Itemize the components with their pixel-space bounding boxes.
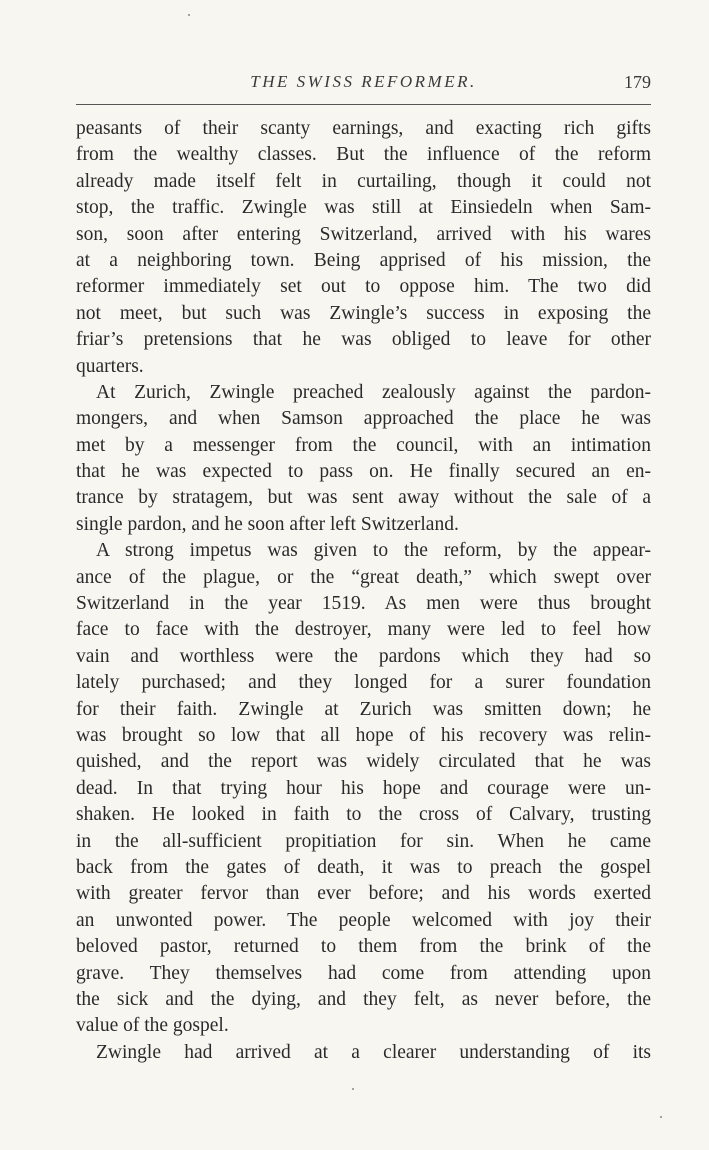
header-rule bbox=[76, 104, 651, 105]
text-line: already made itself felt in curtailing, though it could not bbox=[76, 170, 651, 192]
text-line: dead. In that trying hour his hope and courage were un- bbox=[76, 777, 651, 799]
text-line: Zwingle had arrived at a clearer understanding of its bbox=[96, 1041, 651, 1063]
text-line: quished, and the report was widely circulated that he was bbox=[76, 751, 651, 773]
text-line: value of the gospel. bbox=[76, 1015, 229, 1037]
text-line: the sick and the dying, and they felt, as never before, the bbox=[76, 988, 651, 1010]
text-line: at a neighboring town. Being apprised of his mission, the bbox=[76, 249, 651, 271]
text-line: with greater fervor than ever before; and his words exerted bbox=[76, 883, 651, 905]
text-line: beloved pastor, returned to them from the brink of the bbox=[76, 936, 651, 958]
page-number: 179 bbox=[624, 72, 651, 92]
text-line: trance by stratagem, but was sent away without the sale of a bbox=[76, 487, 651, 509]
text-line: ance of the plague, or the “great death,” which swept over bbox=[76, 566, 651, 588]
text-line: friar’s pretensions that he was obliged to leave for other bbox=[76, 329, 651, 351]
text-line: A strong impetus was given to the reform, by the appear- bbox=[96, 540, 651, 562]
page-header bbox=[76, 72, 651, 98]
text-line: that he was expected to pass on. He finally secured an en- bbox=[76, 461, 651, 483]
paper-speck bbox=[660, 1116, 662, 1118]
text-line: was brought so low that all hope of his recovery was relin- bbox=[76, 724, 651, 746]
paper-speck bbox=[352, 1088, 354, 1090]
text-line: lately purchased; and they longed for a surer foundation bbox=[76, 672, 651, 694]
text-line: At Zurich, Zwingle preached zealously against the pardon- bbox=[96, 381, 651, 403]
text-line: quarters. bbox=[76, 355, 144, 377]
text-line: single pardon, and he soon after left Switzerland. bbox=[76, 513, 459, 535]
text-line: in the all-sufficient propitiation for sin. When he came bbox=[76, 830, 651, 852]
text-line: stop, the traffic. Zwingle was still at Einsiedeln when Sam- bbox=[76, 197, 651, 219]
text-line: for their faith. Zwingle at Zurich was smitten down; he bbox=[76, 698, 651, 720]
text-line: shaken. He looked in faith to the cross of Calvary, trusting bbox=[76, 804, 651, 826]
text-line: an unwonted power. The people welcomed with joy their bbox=[76, 909, 651, 931]
text-line: face to face with the destroyer, many were led to feel how bbox=[76, 619, 651, 641]
text-line: not meet, but such was Zwingle’s success in exposing the bbox=[76, 302, 651, 324]
text-line: peasants of their scanty earnings, and exacting rich gifts bbox=[76, 118, 651, 139]
text-line: grave. They themselves had come from attending upon bbox=[76, 962, 651, 984]
paper-speck bbox=[188, 14, 190, 16]
text-line: back from the gates of death, it was to preach the gospel bbox=[76, 856, 651, 878]
text-line: reformer immediately set out to oppose him. The two did bbox=[76, 276, 651, 298]
text-line: met by a messenger from the council, with an intimation bbox=[76, 434, 651, 456]
text-line: vain and worthless were the pardons which they had so bbox=[76, 645, 651, 667]
running-title: THE SWISS REFORMER. bbox=[250, 72, 477, 91]
text-line: son, soon after entering Switzerland, arrived with his wares bbox=[76, 223, 651, 245]
text-line: Switzerland in the year 1519. As men were thus brought bbox=[76, 593, 651, 615]
body-text bbox=[76, 116, 651, 1066]
text-line: from the wealthy classes. But the influence of the reform bbox=[76, 144, 651, 166]
text-line: mongers, and when Samson approached the place he was bbox=[76, 408, 651, 430]
